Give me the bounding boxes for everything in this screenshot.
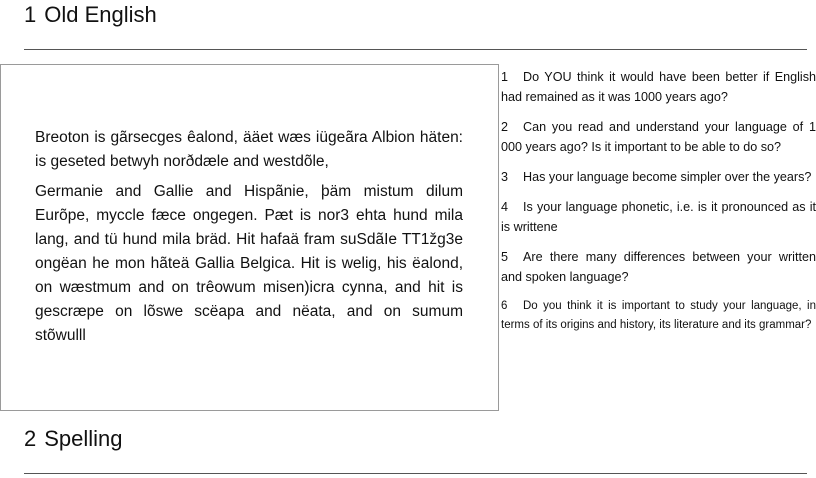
question-text: Can you read and understand your language of 1 000 years ago? Is it important to be able to do so? xyxy=(501,120,816,154)
question-number: 2 xyxy=(501,120,509,134)
passage-paragraph: Breoton is gãrsecges êalond, ääet wæs iügeãra Albion häten: is geseted betwyh norðdæle and westdõle, xyxy=(35,129,463,170)
question-text: Has your language become simpler over the years? xyxy=(523,170,812,184)
question-item xyxy=(501,167,816,187)
section-title: Old English xyxy=(44,2,157,27)
question-item xyxy=(501,297,816,334)
question-number: 3 xyxy=(501,170,509,184)
question-item xyxy=(501,247,816,287)
question-number: 5 xyxy=(501,250,509,264)
question-number: 1 xyxy=(501,70,509,84)
passage-paragraph: Germanie and Gallie and Hispãnie, þäm mistum dilum Eurõpe, myccle fæce ongegen. Pæt is nor3 ehta hund mila lang, and tü hund mila bräd. Hit hafaä fram suSdãIe TT1žg3e ongëan he mon hãteä Gallia Belgica. Hit is welig, his ëalond, on wæstmum and on trêowum misen)icra cynna, and hit is gescræpe on lõswe scëapa and nëata, and on sumum stõwulll xyxy=(35,183,463,344)
section-heading-spelling xyxy=(24,428,123,450)
section-heading-old-english xyxy=(24,4,157,26)
section-title: Spelling xyxy=(44,426,123,451)
discussion-questions xyxy=(501,67,816,344)
question-text: Is your language phonetic, i.e. is it pronounced as it is writtene xyxy=(501,200,816,234)
question-text: Are there many differences between your written and spoken language? xyxy=(501,250,816,284)
question-item xyxy=(501,117,816,157)
question-item xyxy=(501,197,816,237)
section-number: 2 xyxy=(24,426,37,451)
section-divider xyxy=(24,473,807,474)
question-text: Do you think it is important to study your language, in terms of its origins and history, its literature and its grammar? xyxy=(501,300,816,331)
question-number: 6 xyxy=(501,300,508,312)
question-number: 4 xyxy=(501,200,509,214)
section-divider xyxy=(24,49,807,50)
question-item xyxy=(501,67,816,107)
question-text: Do YOU think it would have been better if English had remained as it was 1000 years ago? xyxy=(501,70,816,104)
section-number: 1 xyxy=(24,2,37,27)
old-english-passage xyxy=(35,126,463,348)
